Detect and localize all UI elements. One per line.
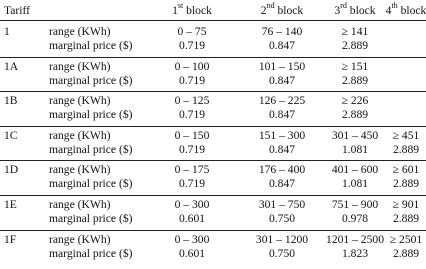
price-cell: 1.081 [341, 177, 369, 191]
range-cell: 0 – 125 [174, 94, 210, 108]
price-cell: 0.719 [178, 39, 206, 52]
header-block-1 [172, 1, 212, 18]
header-block-ordinal: th [391, 1, 398, 11]
range-cell: ≥ 901 [392, 198, 420, 211]
header-block-word: block [277, 4, 304, 17]
range-cell: 176 – 400 [258, 163, 306, 177]
range-label: range (KWh) [49, 25, 111, 38]
price-cell: 0.719 [178, 73, 206, 87]
price-label: marginal price ($) [49, 39, 133, 52]
range-cell: 1201 – 2500 [326, 232, 384, 246]
range-cell: ≥ 226 [341, 94, 369, 108]
price-cell: 0.750 [268, 212, 296, 225]
group-rule [0, 195, 426, 196]
header-block-number: 3 [334, 4, 341, 17]
price-label: marginal price ($) [49, 177, 133, 191]
price-cell: 0.847 [268, 177, 296, 191]
tariff-name: 1A [4, 59, 19, 73]
price-cell: 1.081 [341, 142, 369, 156]
range-cell: 301 – 450 [331, 128, 379, 142]
range-label: range (KWh) [49, 232, 111, 246]
range-cell: 0 – 300 [174, 232, 210, 246]
range-cell: 151 – 300 [258, 128, 306, 142]
price-label: marginal price ($) [49, 73, 133, 87]
group-rule [0, 160, 426, 161]
header-block-number: 2 [260, 4, 267, 17]
price-cell: 0.719 [178, 142, 206, 156]
range-cell: ≥ 151 [341, 59, 369, 73]
header-block-4 [385, 1, 426, 18]
group-rule [0, 57, 426, 58]
range-label: range (KWh) [49, 59, 111, 73]
header-block-word: block [349, 4, 376, 17]
range-cell: 0 – 175 [174, 163, 210, 177]
range-cell: 301 – 750 [258, 198, 306, 211]
price-label: marginal price ($) [49, 142, 133, 156]
tariff-name: 1D [4, 163, 19, 177]
tariff-name: 1 [4, 25, 10, 38]
price-cell: 0.978 [341, 212, 369, 225]
header-block-ordinal: nd [266, 1, 275, 11]
price-cell: 0.719 [178, 177, 206, 191]
price-label: marginal price ($) [49, 246, 133, 260]
price-cell: 1.823 [341, 246, 369, 260]
price-cell: 0.750 [268, 246, 296, 260]
range-cell: 0 – 75 [177, 25, 207, 38]
tariff-name: 1E [4, 198, 17, 211]
header-block-ordinal: rd [340, 1, 347, 11]
price-cell: 2.889 [392, 212, 420, 225]
price-cell: 2.889 [392, 246, 420, 260]
group-rule [0, 91, 426, 92]
tariff-name: 1B [4, 94, 18, 108]
header-block-number: 1 [172, 4, 178, 17]
range-label: range (KWh) [49, 128, 111, 142]
header-block-number: 4 [385, 4, 392, 17]
header-block-3 [334, 1, 376, 18]
price-cell: 0.847 [268, 39, 296, 52]
header-block-ordinal: st [177, 1, 184, 11]
range-cell: 0 – 150 [174, 128, 210, 142]
price-cell: 2.889 [392, 142, 420, 156]
range-label: range (KWh) [49, 94, 111, 108]
range-cell: ≥ 601 [392, 163, 420, 177]
tariff-name: 1F [4, 232, 17, 246]
range-cell: 301 – 1200 [255, 232, 309, 246]
range-cell: 126 – 225 [258, 94, 306, 108]
range-cell: 751 – 900 [331, 198, 379, 211]
price-label: marginal price ($) [49, 108, 133, 122]
range-cell: 401 – 600 [331, 163, 379, 177]
range-cell: 101 – 150 [258, 59, 306, 73]
range-cell: ≥ 141 [341, 25, 369, 38]
range-label: range (KWh) [49, 163, 111, 177]
price-cell: 0.601 [178, 246, 206, 260]
range-cell: 76 – 140 [261, 25, 303, 38]
header-block-2 [260, 1, 304, 18]
price-cell: 2.889 [341, 108, 369, 122]
price-cell: 0.601 [178, 212, 206, 225]
price-cell: 0.847 [268, 73, 296, 87]
header-block-word: block [186, 4, 212, 17]
range-label: range (KWh) [49, 198, 111, 211]
header-tariff: Tariff [4, 4, 31, 17]
price-cell: 0.719 [178, 108, 206, 122]
group-rule [0, 126, 426, 127]
price-cell: 2.889 [341, 73, 369, 87]
tariff-name: 1C [4, 128, 18, 142]
price-label: marginal price ($) [49, 212, 133, 225]
price-cell: 0.847 [268, 142, 296, 156]
header-block-word: block [400, 4, 426, 17]
range-cell: ≥ 2501 [389, 232, 423, 246]
range-cell: 0 – 100 [174, 59, 210, 73]
range-cell: ≥ 451 [392, 128, 420, 142]
price-cell: 2.889 [392, 177, 420, 191]
group-rule [0, 230, 426, 231]
header-rule [0, 20, 426, 21]
price-cell: 0.847 [268, 108, 296, 122]
range-cell: 0 – 300 [174, 198, 210, 211]
price-cell: 2.889 [341, 39, 369, 52]
